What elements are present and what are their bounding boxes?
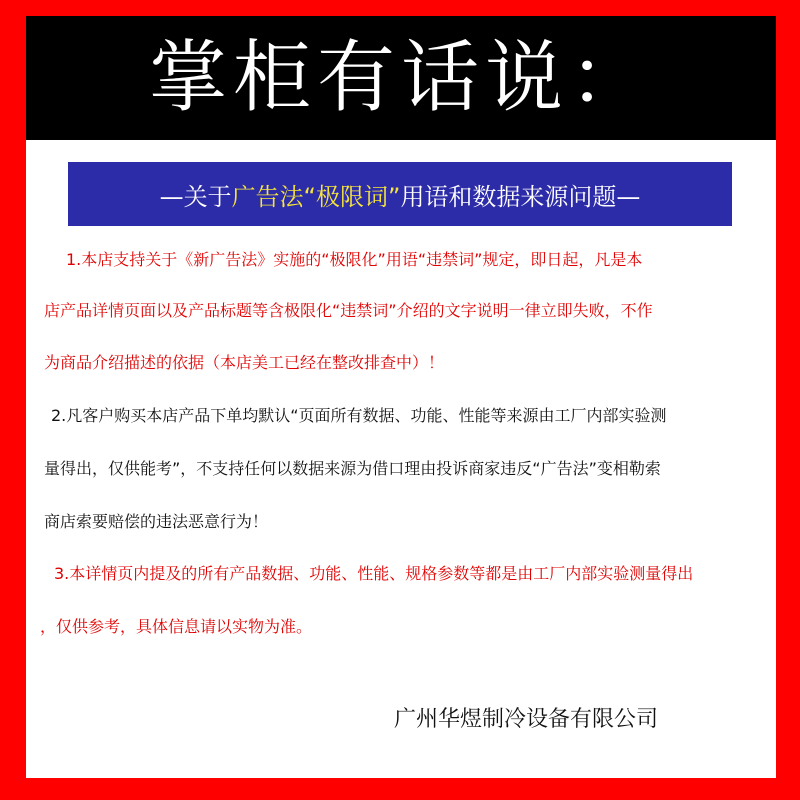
banner-prefix: —关于 [159,182,232,211]
banner-highlight: 广告法“极限词” [231,182,401,211]
notice-1-line-2: 店产品详情页面以及产品标题等含极限化“违禁词”介绍的文字说明一律立即失败，不作 [44,301,653,320]
notice-2-line-3: 商店索要赔偿的违法恶意行为！ [44,512,269,531]
banner-suffix: 用语和数据来源问题— [400,182,641,211]
notice-3-line-2: ，仅供参考，具体信息请以实物为准。 [40,617,313,636]
notice-1-line-1: 1.本店支持关于《新广告法》实施的“极限化”用语“违禁词”规定，即日起，凡是本 [66,250,643,269]
notice-panel [26,140,776,778]
notice-3-line-1: 3.本详情页内提及的所有产品数据、功能、性能、规格参数等都是由工厂内部实验测量得出 [54,564,694,583]
notice-2-line-2: 量得出，仅供能考”，不支持任何以数据来源为借口理由投诉商家违反“广告法”变相勒索 [44,459,661,478]
notice-1-line-3: 为商品介绍描述的依据（本店美工已经在整改排查中）！ [44,353,445,372]
notice-2-line-1: 2.凡客户购买本店产品下单均默认“页面所有数据、功能、性能等来源由工厂内部实验测 [51,406,667,425]
page-title: 掌柜有话说： [148,33,653,123]
company-name: 广州华煜制冷设备有限公司 [394,707,659,732]
topic-banner [68,162,732,226]
header-bar [26,16,776,140]
